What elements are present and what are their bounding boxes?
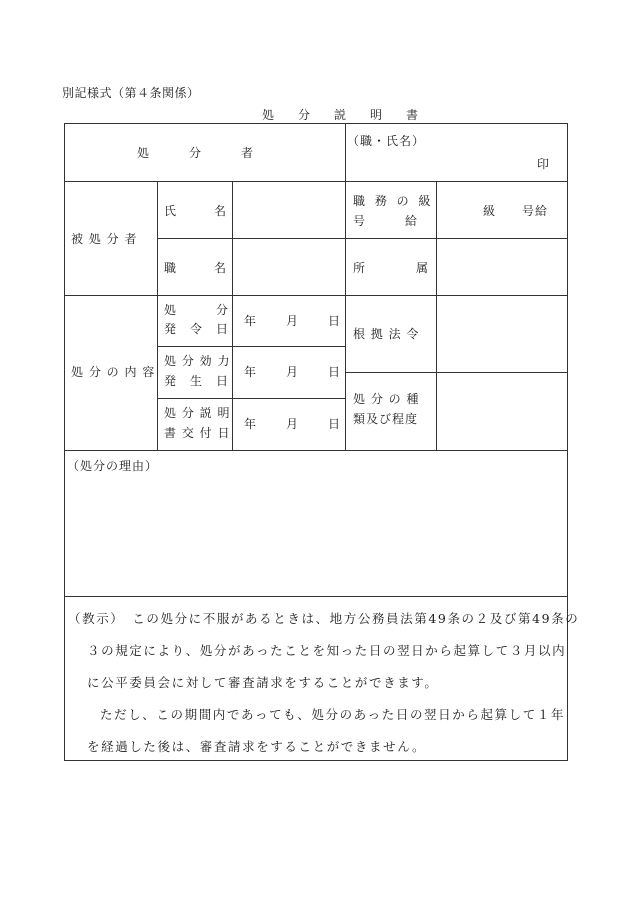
row-divider [64,450,568,451]
position-name-label: （職・氏名） [347,134,426,148]
name-label-first: 氏 [164,204,178,218]
col-divider [157,181,158,451]
affiliation-label-first: 所 [353,261,367,275]
table-border-left [64,123,65,761]
effective-date-month: 月 [286,365,300,379]
affiliation-label-second: 属 [416,261,430,275]
effective-date-year: 年 [244,365,258,379]
seal-mark: 印 [537,157,551,171]
notice-line: に公平委員会に対して審査請求をすることができます。 [87,675,439,690]
notice-line: （教示） この処分に不服があるときは、地方公務員法第49条の２及び第49条の [68,611,580,626]
name-label-second: 名 [214,204,228,218]
disposal-date-label-line1: 処 分 [164,303,230,317]
title-label-first: 職 [164,261,178,275]
col-divider [345,123,346,451]
table-border-bottom [64,760,568,761]
row-divider [64,295,568,296]
disposer-label: 処 分 者 [137,146,255,160]
row-divider [345,372,568,373]
row-divider [157,346,345,347]
delivery-date-label-line2: 書 交 付 日 [164,426,231,440]
grade-value: 級 号給 [483,204,549,218]
row-divider [64,596,568,597]
reason-label: （処分の理由） [67,459,159,473]
col-divider [436,181,437,451]
job-grade-label-line1: 職 務 の 級 [353,194,434,208]
notice-line: を経過した後は、審査請求をすることができません。 [87,739,427,754]
notice-line: ３の規定により、処分があったことを知った日の翌日から起算して３月以内 [87,643,567,658]
delivery-date-month: 月 [286,417,300,431]
disposal-date-year: 年 [244,314,258,328]
notice-line: ただし、この期間内であっても、処分のあった日の翌日から起算して１年 [100,707,566,722]
title-label-second: 名 [214,261,228,275]
effective-date-label-line2: 発 生 日 [164,374,230,388]
type-degree-label-line1: 処 分 の 種 [353,392,420,406]
table-border-top [64,123,568,124]
delivery-date-year: 年 [244,417,258,431]
effective-date-label-line1: 処 分 効 力 [164,354,231,368]
legal-basis-label: 根 拠 法 令 [353,327,420,341]
table-border-right [567,123,568,761]
delivery-date-day: 日 [328,417,342,431]
col-divider [232,181,233,451]
effective-date-day: 日 [328,365,342,379]
row-divider [64,181,568,182]
disposal-date-day: 日 [328,314,342,328]
subject-label: 被 処 分 者 [71,232,138,246]
content-label: 処 分 の 内 容 [71,365,156,379]
type-degree-label-line2: 類及び程度 [353,412,419,426]
delivery-date-label-line1: 処 分 説 明 [164,406,231,420]
job-grade-label-line2: 号 給 [353,214,419,228]
row-divider [157,398,345,399]
disposal-date-label-line2: 発 令 日 [164,322,230,336]
form-caption: 別記様式（第４条関係） [62,86,200,100]
form-title: 処 分 説 明 書 [262,108,425,122]
disposal-date-month: 月 [286,314,300,328]
row-divider [157,238,568,239]
